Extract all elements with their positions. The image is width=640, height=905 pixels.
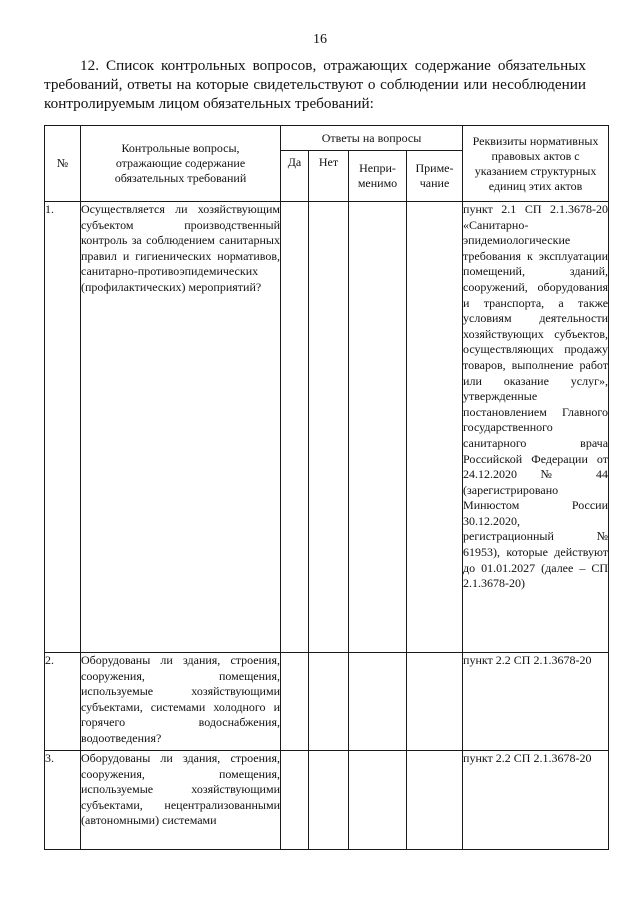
table-row [45,751,609,850]
answer-no-cell[interactable] [309,202,349,653]
row-question: Оборудованы ли здания, строения, сооружения, помещения, используемые хозяйствующими субъектами, системами холодного и горячего водоснабжения, водоотведения? [81,653,281,751]
row-reference: пункт 2.2 СП 2.1.3678-20 [463,653,609,751]
header-no: Нет [309,151,349,202]
answer-na-cell[interactable] [349,751,407,850]
header-ref: Реквизиты нормативных правовых актов с указанием структурных единиц этих актов [463,126,609,202]
answer-yes-cell[interactable] [281,202,309,653]
table-row [45,202,609,653]
answer-note-cell[interactable] [407,751,463,850]
answer-yes-cell[interactable] [281,751,309,850]
section-heading: 12. Список контрольных вопросов, отражающих содержание обязательных требований, ответы на которые свидетельствуют о соблюдении или несоблюдении контролируемым лицом обязательных требований: [44,57,586,112]
header-na: Непри-менимо [349,151,407,202]
answer-na-cell[interactable] [349,202,407,653]
row-number: 1. [45,202,81,653]
row-reference: пункт 2.2 СП 2.1.3678-20 [463,751,609,850]
checklist-table [44,125,609,850]
answer-note-cell[interactable] [407,653,463,751]
answer-note-cell[interactable] [407,202,463,653]
header-num: № [45,126,81,202]
answer-yes-cell[interactable] [281,653,309,751]
answer-no-cell[interactable] [309,751,349,850]
row-number: 3. [45,751,81,850]
header-answers: Ответы на вопросы [281,126,463,151]
header-question: Контрольные вопросы, отражающие содержание обязательных требований [81,126,281,202]
answer-na-cell[interactable] [349,653,407,751]
row-question: Оборудованы ли здания, строения, сооружения, помещения, используемые хозяйствующими субъектами, нецентрализованными (автономными) системами [81,751,281,850]
header-yes: Да [281,151,309,202]
row-reference: пункт 2.1 СП 2.1.3678-20 «Санитарно-эпидемиологические требования к эксплуатации помещений, зданий, сооружений, оборудования и транспорта, а также условиям деятельности хозяйствующих субъектов, осуществляющих продажу товаров, выполнение работ или оказание услуг», утвержденные постановлением Главного государственного санитарного врача Российской Федерации от 24.12.2020 № 44 (зарегистрировано Минюстом России 30.12.2020, регистрационный № 61953), которые действуют до 01.01.2027 (далее – СП 2.1.3678-20) [463,202,609,653]
row-question: Осуществляется ли хозяйствующим субъектом производственный контроль за соблюдением санитарных правил и гигиенических нормативов, санитарно-противоэпидемических (профилактических) мероприятий? [81,202,281,653]
header-note: Приме-чание [407,151,463,202]
page-number: 16 [313,32,327,47]
table-row [45,653,609,751]
answer-no-cell[interactable] [309,653,349,751]
row-number: 2. [45,653,81,751]
